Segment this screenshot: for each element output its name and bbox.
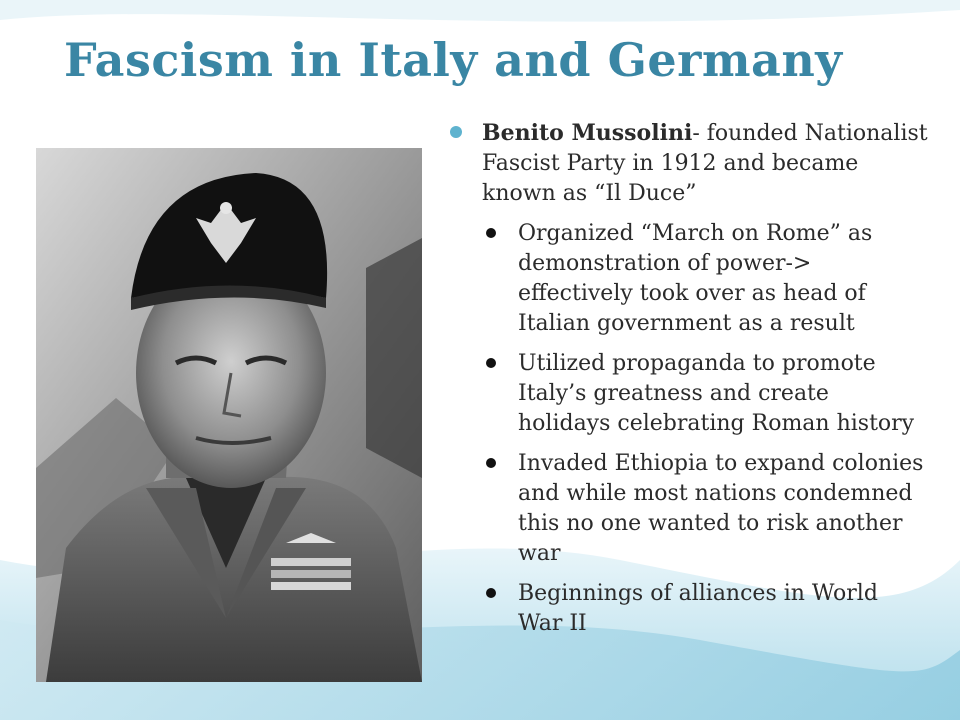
sub-bullet (448, 349, 928, 439)
sub-bullet-text: Invaded Ethiopia to expand colonies and while most nations condemned this no one wanted to risk another war (518, 451, 924, 566)
sub-bullet (448, 579, 928, 639)
sub-bullet-text: Organized “March on Rome” as demonstration of power-> effectively took over as head of Italian government as a result (518, 221, 873, 336)
sub-bullet (448, 449, 928, 569)
main-bullet (448, 118, 928, 209)
main-bullet-bold: Benito Mussolini (482, 120, 693, 146)
sub-bullet-list (448, 219, 928, 639)
mussolini-photo (36, 148, 422, 682)
slide-title: Fascism in Italy and Germany (64, 33, 843, 87)
sub-bullet-text: Utilized propaganda to promote Italy’s greatness and create holidays celebrating Roman history (518, 351, 915, 436)
bullet-dot-icon (486, 228, 496, 238)
main-bullet-text: - founded Nationalist Fascist Party in 1912 and became known as “Il Duce” (482, 121, 928, 206)
bullet-dot-icon (450, 126, 462, 138)
bullet-dot-icon (486, 458, 496, 468)
sub-bullet-text: Beginnings of alliances in World War II (518, 581, 878, 636)
bullet-dot-icon (486, 358, 496, 368)
bullet-dot-icon (486, 588, 496, 598)
sub-bullet (448, 219, 928, 339)
bullet-content (448, 118, 928, 649)
